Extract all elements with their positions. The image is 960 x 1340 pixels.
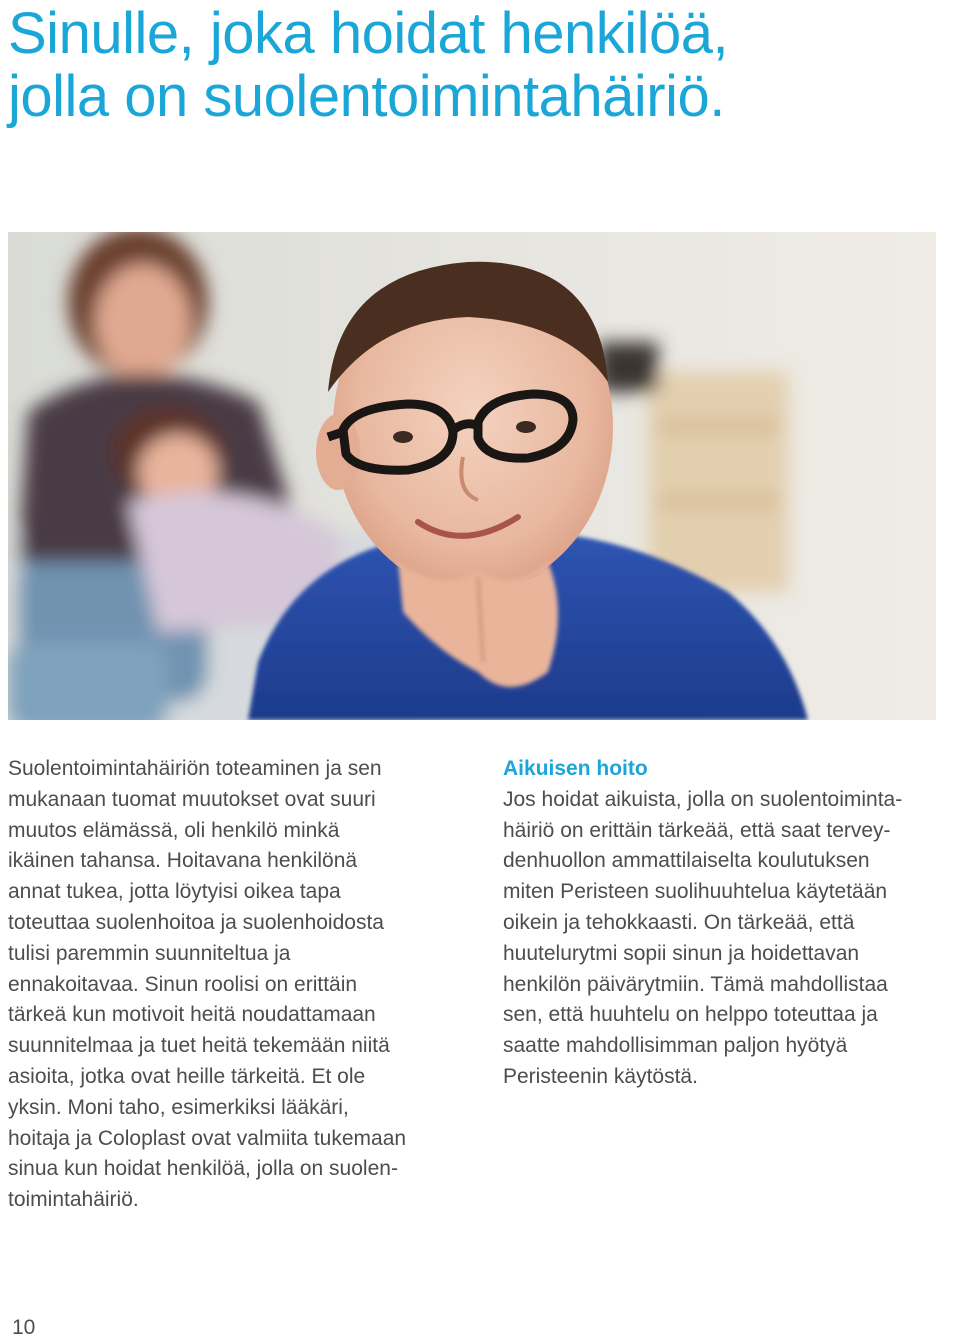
page-number: 10 [12,1316,36,1339]
hero-photo [8,232,936,720]
title-line-2: jolla on suolentoimintahäiriö. [8,64,725,129]
right-text-line: sen, että huuhtelu on helppo toteuttaa ja [503,1003,878,1027]
page-title [8,2,948,128]
left-text-line: muutos elämässä, oli henkilö minkä [8,818,340,842]
left-text-line: toteuttaa suolenhoitoa ja suolenhoidosta [8,910,384,934]
right-text-line: häiriö on erittäin tärkeää, että saat tervey- [503,818,891,842]
photo-boy-with-glasses-and-family-icon [8,232,936,720]
left-text-line: annat tukea, jotta löytyisi oikea tapa [8,880,341,904]
left-text-line: asioita, jotka ovat heille tärkeitä. Et ole [8,1064,366,1088]
right-text-line: oikein ja tehokkaasti. On tärkeää, että [503,910,855,934]
left-text-line: toimintahäiriö. [8,1188,139,1212]
left-text-line: ikäinen tahansa. Hoitavana henkilönä [8,849,358,873]
right-text-line: saatte mahdollisimman paljon hyötyä [503,1034,848,1058]
right-text-line: henkilön päivärytmiin. Tämä mahdollistaa [503,972,888,996]
left-text-line: Suolentoimintahäiriön toteaminen ja sen [8,757,382,780]
right-text-line: denhuollon ammattilaiselta koulutuksen [503,849,870,873]
left-text-line: ennakoitavaa. Sinun roolisi on erittäin [8,972,358,996]
section-heading-adult-care: Aikuisen hoito [503,757,648,780]
left-text-line: yksin. Moni taho, esimerkiksi lääkäri, [8,1095,349,1119]
left-column-text [8,754,478,1216]
left-text-line: tulisi paremmin suunniteltua ja [8,941,291,965]
left-text-line: suunnitelmaa ja tuet heitä tekemään niitä [8,1034,390,1058]
left-text-line: hoitaja ja Coloplast ovat valmiita tukemaan [8,1126,407,1150]
left-text-line: mukanaan tuomat muutokset ovat suuri [8,787,376,811]
right-column-text [503,754,953,1093]
right-text-line: huutelurytmi sopii sinun ja hoidettavan [503,941,860,965]
left-text-line: tärkeä kun motivoit heitä noudattamaan [8,1003,376,1027]
right-text-line: Jos hoidat aikuista, jolla on suolentoiminta- [503,787,903,811]
right-text-line: miten Peristeen suolihuuhtelua käytetään [503,880,888,904]
title-line-1: Sinulle, joka hoidat henkilöä, [8,1,729,66]
left-text-line: sinua kun hoidat henkilöä, jolla on suolen- [8,1157,398,1181]
right-text-line: Peristeenin käytöstä. [503,1064,698,1088]
